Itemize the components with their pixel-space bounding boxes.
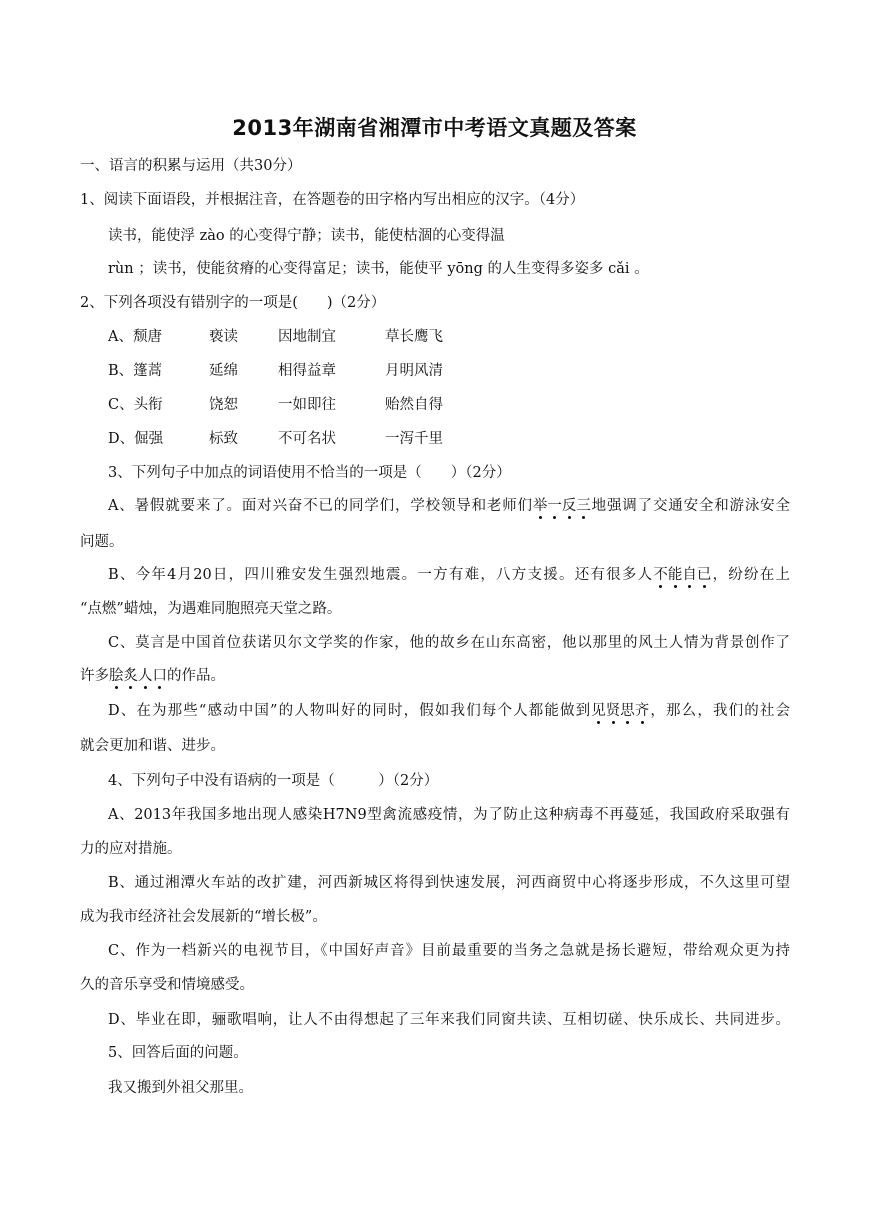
dotted-phrase: 举一反三 xyxy=(533,499,591,514)
question-3-option-c: C、莫言是中国首位获诺贝尔文学奖的作家，他的故乡在山东高密，他以那里的风土人情为背景创作了 xyxy=(108,635,790,651)
question-4-option-b-cont: 成为我市经济社会发展新的“增长极”。 xyxy=(80,909,327,925)
option-cell: 不可名状 xyxy=(278,431,336,447)
option-cell: 相得益章 xyxy=(278,363,336,379)
question-5-stem: 5、回答后面的问题。 xyxy=(108,1045,248,1061)
question-4-option-d: D、毕业在即，骊歌唱响，让人不由得想起了三年来我们同窗共读、互相切磋、快乐成长、共同进步。 xyxy=(108,1012,790,1028)
question-4-option-b: B、通过湘潭火车站的改扩建，河西新城区将得到快速发展，河西商贸中心将逐步形成，不久这里可望 xyxy=(108,875,790,891)
option-text: A、暑假就要来了。面对兴奋不已的同学们，学校领导和老师们 xyxy=(108,498,533,514)
option-cell: C、头衔 xyxy=(108,397,163,413)
dotted-phrase: 见贤思齐 xyxy=(591,704,649,719)
option-text: D、在为那些“感动中国”的人物叫好的同时，假如我们每个人都能做到 xyxy=(108,703,592,719)
question-2-stem: 2、下列各项没有错别字的一项是( )（2分） xyxy=(80,295,386,311)
option-text: ，纷纷在上 xyxy=(711,567,790,583)
dotted-phrase: 不能自已 xyxy=(653,568,711,583)
question-4-option-a-cont: 力的应对措施。 xyxy=(80,841,182,857)
option-cell: B、篷蒿 xyxy=(108,363,163,379)
question-5-passage-line: 我又搬到外祖父那里。 xyxy=(108,1080,253,1096)
option-cell: 草长鹰飞 xyxy=(385,329,443,345)
option-cell: 一泻千里 xyxy=(385,431,443,447)
option-text: ，那么，我们的社会 xyxy=(649,703,790,719)
option-cell: 延绵 xyxy=(209,363,238,379)
option-cell: 一如即往 xyxy=(278,397,336,413)
question-3-option-d-cont: 就会更加和谐、进步。 xyxy=(80,738,225,754)
option-text: 地强调了交通安全和游泳安全 xyxy=(590,498,790,514)
option-cell: 标致 xyxy=(209,431,238,447)
page-title: 2013年湖南省湘潭市中考语文真题及答案 xyxy=(232,116,637,140)
section-heading: 一、语言的积累与运用（共30分） xyxy=(80,158,302,174)
question-1-passage-line-1: 读书，能使浮 zào 的心变得宁静；读书，能使枯涸的心变得温 xyxy=(108,228,505,244)
question-1-passage-line-2: rùn ；读书，使能贫瘠的心变得富足；读书，能使平 yōng 的人生变得多姿多 cǎi 。 xyxy=(108,261,649,277)
question-4-option-c-cont: 久的音乐享受和情境感受。 xyxy=(80,977,254,993)
question-4-stem: 4、下列句子中没有语病的一项是（ ）（2分） xyxy=(108,773,439,789)
option-text: B、今年4月20日，四川雅安发生强烈地震。一方有难，八方支援。还有很多人 xyxy=(108,567,654,583)
option-cell: A、颓唐 xyxy=(108,329,162,345)
question-3-option-b xyxy=(108,568,790,583)
question-3-option-a xyxy=(108,499,790,514)
option-cell: 因地制宜 xyxy=(278,329,336,345)
question-3-option-c-cont xyxy=(80,669,225,684)
question-3-option-a-cont: 问题。 xyxy=(80,534,124,550)
option-cell: 饶恕 xyxy=(209,397,238,413)
option-cell: D、倔强 xyxy=(108,431,164,447)
option-text: 许多 xyxy=(80,668,109,684)
dotted-phrase: 脍炙人口 xyxy=(109,669,167,684)
option-text: 的作品。 xyxy=(167,668,225,684)
question-3-stem: 3、下列句子中加点的词语使用不恰当的一项是（ ）（2分） xyxy=(108,465,511,481)
option-cell: 贻然自得 xyxy=(385,397,443,413)
question-3-option-d xyxy=(108,704,790,719)
question-1-stem: 1、阅读下面语段，并根据注音，在答题卷的田字格内写出相应的汉字。（4分） xyxy=(80,192,585,208)
question-3-option-b-cont: “点燃”蜡烛，为遇难同胞照亮天堂之路。 xyxy=(80,601,342,617)
option-cell: 月明风清 xyxy=(385,363,443,379)
option-cell: 亵读 xyxy=(209,329,238,345)
question-4-option-c: C、作为一档新兴的电视节目，《中国好声音》目前最重要的当务之急就是扬长避短，带给观众更为持 xyxy=(108,943,790,959)
question-4-option-a: A、2013年我国多地出现人感染H7N9型禽流感疫情，为了防止这种病毒不再蔓延，我国政府采取强有 xyxy=(108,807,790,823)
